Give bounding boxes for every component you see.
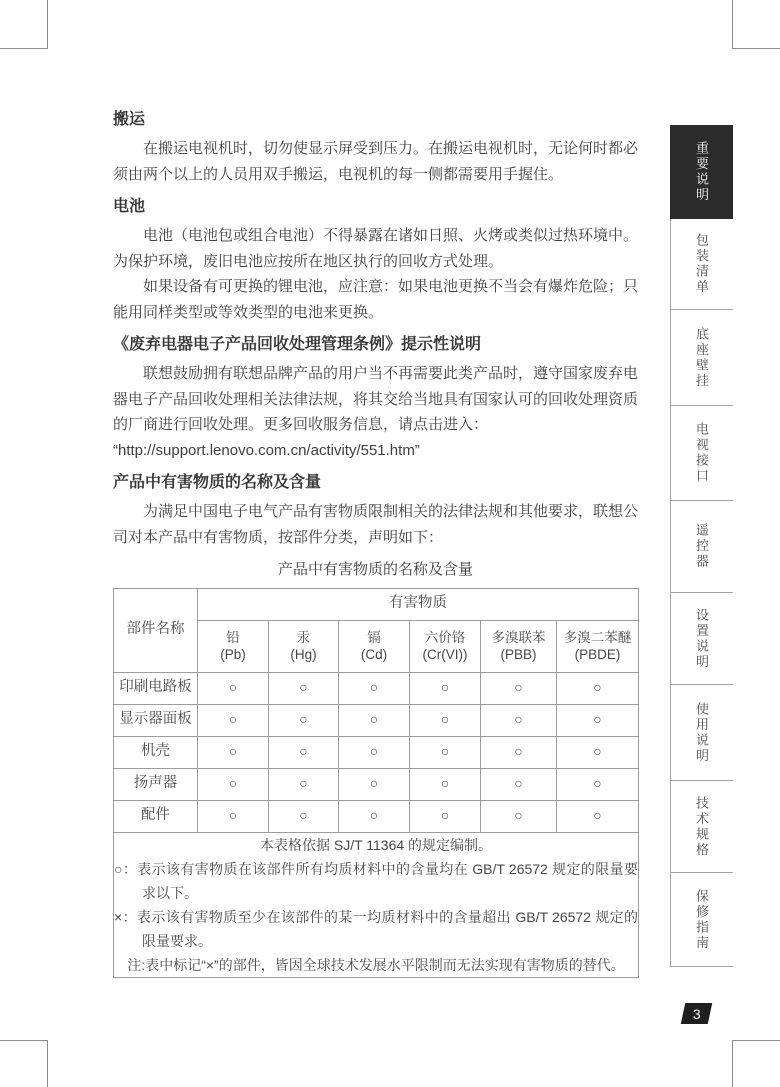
crop-mark-top-left: [0, 0, 48, 49]
chem-formula: (Cd): [360, 647, 388, 662]
tab-warranty-guide: 保修指南: [670, 873, 733, 967]
heading-recycling-regulation: 《废弃电器电子产品回收处理管理条例》提示性说明: [113, 336, 482, 353]
value-cell: ○: [198, 800, 269, 832]
value-cell: ○: [557, 672, 639, 704]
value-cell: ○: [410, 736, 481, 768]
value-cell: ○: [198, 704, 269, 736]
value-cell: ○: [410, 800, 481, 832]
tab-important-notes: 重要说明: [670, 125, 733, 219]
note-cross-symbol: ×：表示该有害物质至少在该部件的某一均质材料中的含量超出 GB/T 26572 规定的限量要求。: [114, 908, 639, 949]
value-cell: ○: [198, 736, 269, 768]
value-cell: ○: [410, 672, 481, 704]
chem-formula: (PBB): [500, 647, 537, 662]
section-hazardous-substances: [113, 472, 638, 550]
paragraph: 联想鼓励拥有联想品牌产品的用户当不再需要此类产品时，遵守国家废弃电器电子产品回收处理相关法律法规，将其交给当地具有国家认可的回收处理资质的厂商进行回收处理。更多回收服务信息，请点击进入：: [113, 365, 639, 433]
part-name-cell: 显示器面板: [114, 704, 198, 736]
value-cell: ○: [481, 672, 557, 704]
chem-formula: (Cr(VI)): [422, 647, 468, 662]
tab-stand-wall-mount: 底座壁挂: [670, 310, 733, 406]
table-row: [114, 672, 639, 704]
group-header: 有害物质: [198, 588, 639, 620]
value-cell: ○: [269, 800, 339, 832]
tab-packing-list: 包装清单: [670, 219, 733, 310]
heading-transport: 搬运: [113, 111, 146, 128]
value-cell: ○: [339, 672, 410, 704]
value-cell: ○: [198, 768, 269, 800]
value-cell: ○: [481, 800, 557, 832]
table-row: [114, 768, 639, 800]
chem-name: 汞: [296, 630, 311, 645]
table-notes-row: [114, 832, 639, 977]
paragraph: 为满足中国电子电气产品有害物质限制相关的法律法规和其他要求，联想公司对本产品中有害物质，按部件分类，声明如下：: [113, 503, 639, 546]
note-remark: 注:表中标记“×”的部件，皆因全球技术发展水平限制而无法实现有害物质的替代。: [127, 956, 625, 973]
table-row: [114, 800, 639, 832]
value-cell: ○: [339, 704, 410, 736]
table-title: 产品中有害物质的名称及含量: [277, 561, 473, 578]
recycling-url: “http://support.lenovo.com.cn/activity/551.htm”: [113, 441, 420, 459]
crop-mark-top-right: [732, 0, 780, 49]
value-cell: ○: [557, 800, 639, 832]
tab-remote-control: 遥控器: [670, 501, 733, 593]
manual-content: [113, 109, 638, 978]
part-name-cell: 印刷电路板: [114, 672, 198, 704]
tab-specifications: 技术规格: [670, 781, 733, 873]
part-name-cell: 配件: [114, 800, 198, 832]
chem-name: 铅: [226, 630, 240, 645]
table-notes-cell: [114, 832, 639, 977]
crop-mark-bottom-left: [0, 1040, 48, 1087]
value-cell: ○: [481, 768, 557, 800]
corner-header: 部件名称: [114, 588, 198, 672]
chapter-tab-strip: [670, 125, 733, 967]
tab-tv-ports: 电视接口: [670, 406, 733, 501]
col-header-cadmium: [339, 620, 410, 672]
value-cell: ○: [269, 704, 339, 736]
chem-name: 镉: [367, 630, 381, 645]
chem-formula: (Pb): [220, 647, 246, 662]
note-circle-symbol: ○：表示该有害物质在该部件所有均质材料中的含量均在 GB/T 26572 规定的限量要求以下。: [114, 860, 639, 901]
chem-name: 多溴二苯醚: [563, 630, 632, 645]
table-row: [114, 704, 639, 736]
section-recycling-regulation: [113, 334, 638, 463]
heading-hazardous-substances: 产品中有害物质的名称及含量: [113, 474, 322, 491]
chem-formula: (PBDE): [574, 647, 621, 662]
value-cell: ○: [339, 800, 410, 832]
value-cell: ○: [410, 704, 481, 736]
crop-mark-bottom-right: [732, 1040, 780, 1087]
value-cell: ○: [269, 736, 339, 768]
page-number: 3: [692, 1005, 701, 1022]
section-battery: [113, 196, 638, 325]
paragraph: 电池（电池包或组合电池）不得暴露在诸如日照、火烤或类似过热环境中。为保护环境，废旧电池应按所在地区执行的回收方式处理。: [113, 227, 639, 270]
value-cell: ○: [269, 768, 339, 800]
section-transport: [113, 109, 638, 187]
value-cell: ○: [481, 704, 557, 736]
paragraph: 在搬运电视机时，切勿使显示屏受到压力。在搬运电视机时，无论何时都必须由两个以上的人员用双手搬运，电视机的每一侧都需要用手握住。: [113, 140, 639, 183]
value-cell: ○: [269, 672, 339, 704]
chem-formula: (Hg): [290, 647, 317, 662]
value-cell: ○: [410, 768, 481, 800]
value-cell: ○: [198, 672, 269, 704]
col-header-mercury: [269, 620, 339, 672]
value-cell: ○: [557, 704, 639, 736]
paragraph: 如果设备有可更换的锂电池，应注意：如果电池更换不当会有爆炸危险；只能用同样类型或等效类型的电池来更换。: [113, 278, 639, 321]
value-cell: ○: [557, 768, 639, 800]
chem-name: 六价铬: [424, 630, 466, 645]
value-cell: ○: [339, 768, 410, 800]
col-header-hexavalent-chromium: [410, 620, 481, 672]
page-number-badge: [681, 1003, 712, 1024]
value-cell: ○: [339, 736, 410, 768]
table-row: [114, 736, 639, 768]
hazardous-substances-table: [113, 588, 639, 978]
tab-setup-guide: 设置说明: [670, 593, 733, 685]
part-name-cell: 扬声器: [114, 768, 198, 800]
col-header-pbde: [557, 620, 639, 672]
part-name-cell: 机壳: [114, 736, 198, 768]
chem-name: 多溴联苯: [491, 630, 546, 645]
col-header-lead: [198, 620, 269, 672]
value-cell: ○: [557, 736, 639, 768]
col-header-pbb: [481, 620, 557, 672]
note-basis: 本表格依据 SJ/T 11364 的规定编制。: [259, 836, 493, 853]
heading-battery: 电池: [113, 198, 146, 215]
tab-usage-guide: 使用说明: [670, 685, 733, 781]
value-cell: ○: [481, 736, 557, 768]
